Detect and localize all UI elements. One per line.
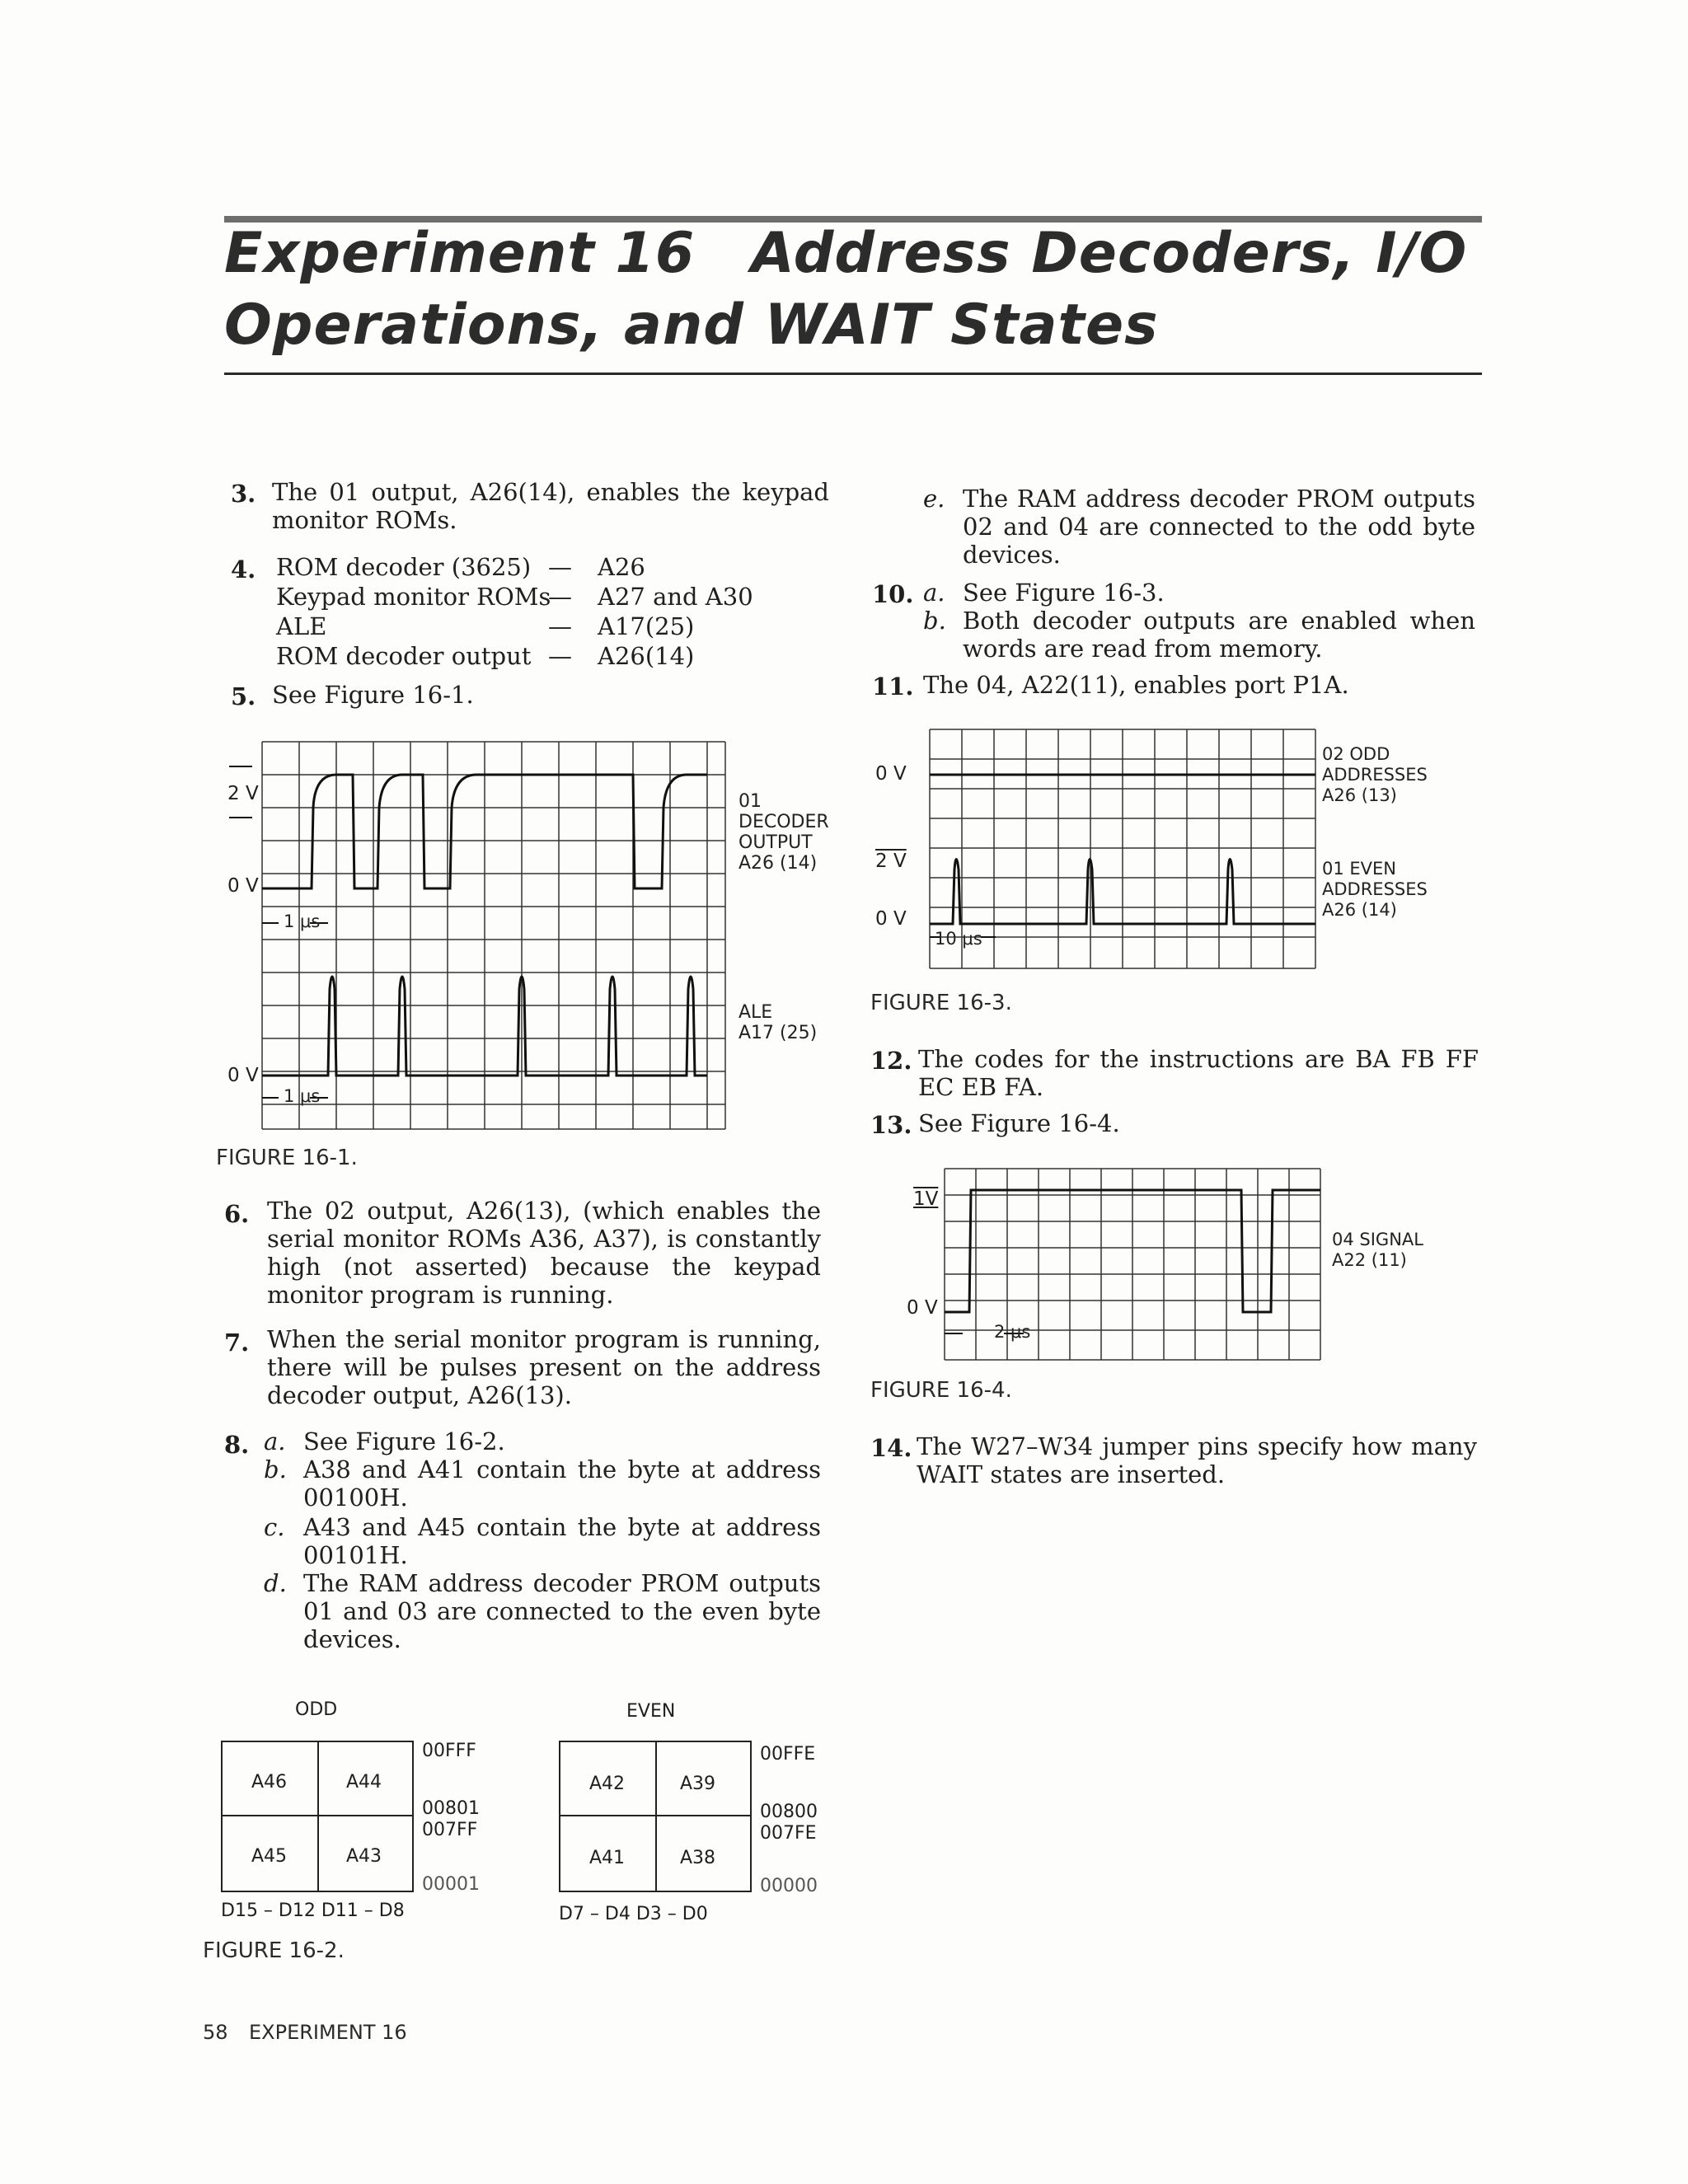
item-4-value: A17(25) [598, 612, 695, 640]
item-4-name: ALE [276, 612, 327, 640]
item-5-text: See Figure 16-1. [272, 681, 474, 709]
page-title-line1 [224, 221, 1467, 286]
item-4-name: ROM decoder output [276, 642, 532, 670]
item-7-text: When the serial monitor program is running, there will be pulses present on the address decoder output, A26(13). [267, 1325, 821, 1409]
item-10-number: 10. [872, 580, 914, 608]
item-10b-text: Both decoder outputs are enabled when words are read from memory. [963, 607, 1475, 663]
figure-16-1-grid [262, 742, 725, 1129]
figure-16-2-even-bits: D7 – D4 D3 – D0 [559, 1904, 708, 1924]
figure-16-3-0v-top-label: 0 V [875, 763, 907, 785]
footer-label: EXPERIMENT 16 [249, 2021, 407, 2044]
item-14-text: The W27–W34 jumper pins specify how many WAIT states are inserted. [917, 1432, 1477, 1488]
figure-16-3-0v-bottom-label: 0 V [875, 908, 907, 930]
item-4-dash: — [548, 553, 572, 581]
item-4-dash: — [548, 612, 572, 640]
figure-16-4-1v-label: 1V [913, 1188, 939, 1210]
figure-16-3-timescale: 10 μs [935, 929, 982, 949]
item-4-dash: — [548, 583, 572, 611]
figure-16-2-cell: A41 [589, 1848, 626, 1868]
figure-16-2-cell: A42 [589, 1774, 626, 1794]
page-number: 58 [203, 2021, 228, 2044]
figure-16-3-even-label: 01 EVEN ADDRESSES A26 (14) [1322, 859, 1428, 920]
figure-16-2-odd-title: ODD [295, 1699, 338, 1720]
figure-16-1-diagram [262, 742, 725, 1129]
figure-16-2-odd-bits: D15 – D12 D11 – D8 [221, 1900, 405, 1921]
item-8d-text: The RAM address decoder PROM outputs 01 and 03 are connected to the even byte devices. [303, 1569, 821, 1653]
figure-16-2-even-addr-top: 00FFE [760, 1744, 816, 1765]
item-10a-text: See Figure 16-3. [963, 579, 1165, 607]
item-8-number: 8. [224, 1431, 250, 1459]
item-4-table [276, 552, 853, 676]
figure-16-2-even-addr-mid1: 00800 [760, 1802, 818, 1822]
figure-16-3-odd-label: 02 ODD ADDRESSES A26 (13) [1322, 744, 1428, 805]
item-10a-letter: a. [923, 579, 945, 607]
item-5-number: 5. [231, 682, 256, 710]
item-6-number: 6. [224, 1200, 250, 1228]
figure-16-2-cell: A46 [251, 1772, 288, 1793]
figure-16-4-timescale: 2 μs [994, 1322, 1031, 1342]
item-8c-letter: c. [264, 1513, 285, 1541]
figure-16-2-cell: A44 [346, 1772, 382, 1793]
item-4-dash: — [548, 642, 572, 670]
item-4-value: A26 [598, 553, 645, 581]
figure-16-2-odd-addr-bottom: 00001 [422, 1874, 480, 1895]
item-4-name: Keypad monitor ROMs [276, 583, 551, 611]
figure-16-4-caption: FIGURE 16-4. [870, 1378, 1012, 1403]
item-14-number: 14. [870, 1434, 912, 1462]
item-8e-text: The RAM address decoder PROM outputs 02 and 04 are connected to the odd byte devices. [963, 485, 1475, 569]
figure-16-1-0v-top-label: 0 V [227, 875, 259, 897]
figure-16-1-2v-label: 2 V [227, 783, 259, 804]
figure-16-4-signal-label: 04 SIGNAL A22 (11) [1332, 1230, 1423, 1270]
figure-16-3-grid [930, 729, 1315, 968]
item-4-value: A26(14) [598, 642, 695, 670]
figure-16-2-odd-addr-mid2: 007FF [422, 1820, 478, 1840]
item-8a-text: See Figure 16-2. [303, 1427, 505, 1455]
figure-16-1-timescale-top: 1 μs [284, 912, 321, 931]
figure-16-2-cell: A45 [251, 1846, 288, 1867]
title-topic: Address Decoders, I/O [751, 221, 1468, 286]
figure-16-3-caption: FIGURE 16-3. [870, 991, 1012, 1015]
item-12-number: 12. [870, 1047, 912, 1075]
item-11-text: The 04, A22(11), enables port P1A. [923, 671, 1349, 699]
figure-16-2-odd-block [221, 1741, 414, 1892]
figure-16-2-even-title: EVEN [626, 1701, 676, 1722]
header-rule-bottom [224, 373, 1482, 375]
figure-16-2-even-addr-mid2: 007FE [760, 1823, 817, 1844]
figure-16-2-odd-addr-top: 00FFF [422, 1741, 476, 1761]
item-8e-letter: e. [923, 485, 945, 513]
figure-16-2-cell: A39 [680, 1774, 716, 1794]
figure-16-1-0v-bottom-label: 0 V [227, 1065, 259, 1086]
item-8c-text: A43 and A45 contain the byte at address 00101H. [303, 1513, 821, 1569]
figure-16-3-2v-label: 2 V [875, 851, 907, 872]
item-12-text: The codes for the instructions are BA FB FF EC EB FA. [918, 1045, 1479, 1101]
title-experiment: Experiment 16 [224, 221, 696, 286]
figure-16-2-even-addr-bottom: 00000 [760, 1876, 818, 1896]
item-6-text: The 02 output, A26(13), (which enables the serial monitor ROMs A36, A37), is constantly high (not asserted) because the keypad monitor program is running. [267, 1197, 821, 1309]
item-8b-text: A38 and A41 contain the byte at address 00100H. [303, 1455, 821, 1511]
figure-16-1-ale-label: ALE A17 (25) [738, 1002, 818, 1043]
item-4-value: A27 and A30 [598, 583, 753, 611]
figure-16-1-timescale-bottom: 1 μs [284, 1086, 321, 1106]
item-10b-letter: b. [923, 607, 946, 635]
figure-16-2-even-block [559, 1741, 752, 1892]
figure-16-2-cell: A43 [346, 1846, 382, 1867]
item-8b-letter: b. [264, 1455, 287, 1483]
page-title-line2: Operations, and WAIT States [224, 293, 1159, 358]
item-3-number: 3. [231, 480, 256, 508]
figure-16-1-caption: FIGURE 16-1. [216, 1146, 358, 1170]
figure-16-3-diagram [930, 729, 1315, 968]
item-4-name: ROM decoder (3625) [276, 553, 532, 581]
item-7-number: 7. [224, 1329, 250, 1357]
figure-16-2-caption: FIGURE 16-2. [203, 1938, 345, 1963]
item-8d-letter: d. [264, 1569, 287, 1597]
item-3-text: The 01 output, A26(14), enables the keypad monitor ROMs. [272, 478, 829, 534]
figure-16-1-decoder-label: 01 DECODER OUTPUT A26 (14) [738, 791, 829, 874]
item-4-number: 4. [231, 555, 256, 583]
figure-16-2-odd-addr-mid1: 00801 [422, 1798, 480, 1819]
item-13-number: 13. [870, 1111, 912, 1139]
item-8a-letter: a. [264, 1427, 286, 1455]
figure-16-2-cell: A38 [680, 1848, 716, 1868]
item-11-number: 11. [872, 673, 914, 701]
figure-16-4-0v-label: 0 V [907, 1297, 938, 1319]
item-13-text: See Figure 16-4. [918, 1109, 1120, 1137]
